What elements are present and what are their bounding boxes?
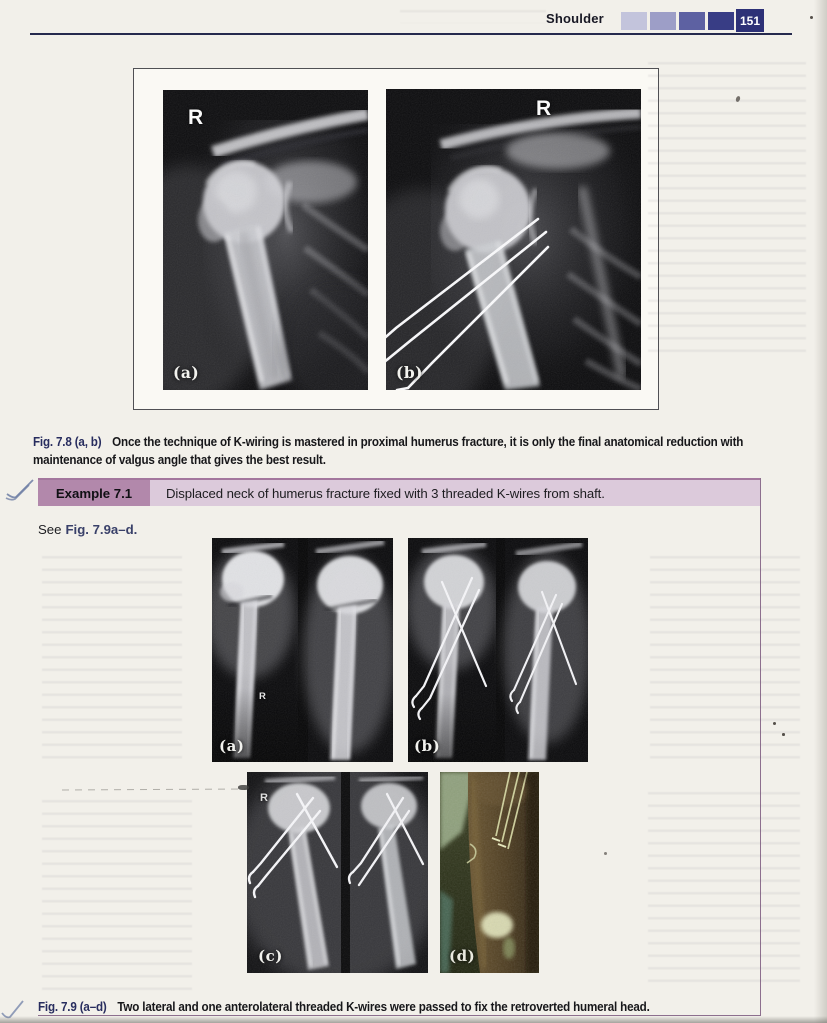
- figure-7-9-caption-label: Fig. 7.9 (a–d): [38, 999, 107, 1014]
- xray-image: [163, 90, 368, 390]
- xray-image: [408, 538, 588, 762]
- panel-label-a: (a): [173, 363, 200, 382]
- example-7-1-band: [38, 478, 760, 506]
- side-marker-r: R: [259, 691, 266, 702]
- panel-label-b: (b): [396, 363, 424, 382]
- example-7-1-label: Example 7.1: [38, 480, 150, 506]
- panel-label-c: (c): [258, 947, 283, 965]
- figure-7-8-caption-text: Once the technique of K-wiring is mastered in proximal humerus fracture, it is only the final anatomical reduction with maintenance of valgus angle that gives the best result.: [33, 434, 744, 467]
- header-rule: [30, 33, 792, 35]
- figure-7-9-panel-b-xray: [408, 538, 588, 762]
- pencil-checkmark-top: [5, 476, 37, 502]
- bleed-through-text: [648, 792, 800, 987]
- side-marker-r: R: [188, 106, 204, 129]
- bleed-through-text: [400, 10, 546, 23]
- panel-label-d: (d): [449, 947, 476, 965]
- scan-speck: [810, 16, 813, 19]
- see-reference-line: [38, 522, 137, 537]
- bleed-through-text: [650, 556, 800, 761]
- panel-label-a: (a): [219, 737, 245, 755]
- bleed-through-text: [42, 556, 182, 761]
- page-number: 151: [736, 9, 764, 32]
- figure-7-9-caption: [38, 998, 818, 1016]
- figure-7-8-caption: [33, 433, 813, 468]
- header-tab-3: [679, 12, 705, 30]
- xray-image: [386, 89, 641, 390]
- side-marker-r: R: [260, 792, 268, 804]
- figure-7-9-reference: Fig. 7.9a–d.: [65, 522, 138, 538]
- header-tab-1: [621, 12, 647, 30]
- header-tab-2: [650, 12, 676, 30]
- figure-7-9-panel-a-xray: [212, 538, 393, 762]
- xray-image: [247, 772, 428, 973]
- figure-7-9-panel-c-xray: [247, 772, 428, 973]
- xray-image: [212, 538, 393, 762]
- figure-7-8-panel-b-xray: [386, 89, 641, 390]
- pencil-mark: [238, 785, 249, 790]
- panel-label-b: (b): [414, 737, 441, 755]
- header-tab-4: [708, 12, 734, 30]
- figure-7-8-caption-label: Fig. 7.8 (a, b): [33, 434, 102, 449]
- page-edge-shadow-right: [814, 0, 827, 1023]
- see-prefix: See: [38, 522, 62, 538]
- section-title: Shoulder: [546, 11, 604, 26]
- figure-7-8-panel-a-xray: [163, 90, 368, 390]
- side-marker-r: R: [536, 97, 552, 120]
- scan-speck: [604, 852, 607, 855]
- bleed-through-text: [42, 800, 192, 990]
- clinical-photo: [440, 772, 539, 973]
- figure-7-9-caption-text: Two lateral and one anterolateral threaded K-wires were passed to fix the retroverted humeral head.: [117, 999, 650, 1014]
- page-edge-shadow-bottom: [0, 1016, 827, 1023]
- figure-7-9-panel-d-photo: [440, 772, 539, 973]
- bleed-through-text: [648, 62, 806, 362]
- example-7-1-title: Displaced neck of humerus fracture fixed with 3 threaded K-wires from shaft.: [150, 480, 760, 506]
